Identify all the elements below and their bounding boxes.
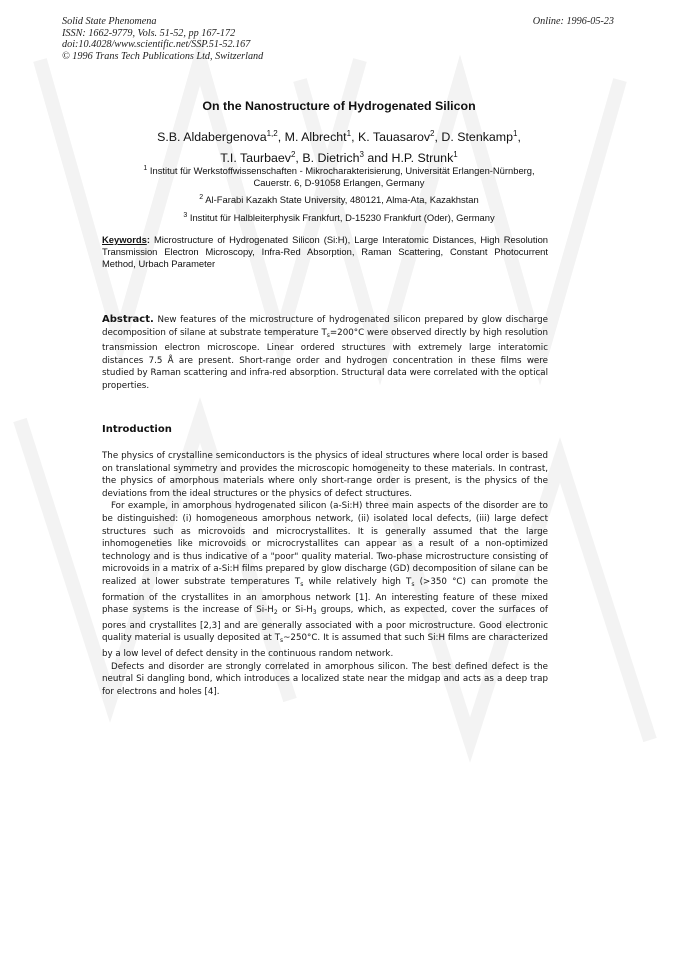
author-affiliation-mark: 1: [513, 129, 518, 138]
abstract-text: =200°C were observed directly by high resolution transmission electron microscope. Linear ordered structures with extremely large interatomic distances 7.5 Å are present. Short-range order and hydrogen concentration in these films were studied by Raman scattering and infra-red absorption. Structural data were correlated with the optical properties.: [102, 327, 548, 391]
introduction-heading: Introduction: [102, 424, 172, 435]
affiliation-number: 2: [199, 194, 204, 201]
abstract-label: Abstract.: [102, 314, 154, 325]
author-list: S.B. Aldabergenova$^{1,2}$, M. Albrecht$^1$, K. Tauasarov$^2$, D. Stenkamp$^1$, T.I. Taurbaev$^2$, B. Dietrich$^3$ and H.P. Strunk$^1$: [157, 129, 521, 166]
affiliation-1: [0, 163, 678, 189]
paragraph: [102, 500, 548, 660]
affiliation-number: 3: [183, 212, 188, 219]
subscript: s: [300, 580, 304, 588]
author-affiliation-mark: 3: [359, 150, 364, 160]
keywords-block: Keywords: Microstructure of Hydrogenated Silicon (Si:H), Large Interatomic Distances, High Resolution Transmission Electron Microscopy, Infra-Red Absorption, Raman Scattering, Constant Photocurrent Method, Urbach Parameter: [102, 234, 548, 269]
author-name: B. Dietrich: [302, 151, 360, 166]
affiliation-3: [0, 210, 678, 224]
affiliation-address: Cauerstr. 6, D-91058 Erlangen, Germany: [253, 177, 425, 189]
affiliation-text: Al-Farabi Kazakh State University, 480121, Alma-Ata, Kazakhstan: [205, 194, 479, 206]
keywords-label: Keywords: [102, 234, 147, 245]
introduction-body: [102, 450, 548, 698]
author-conjunction: and: [367, 151, 389, 166]
paragraph-text: groups, which, as expected, cover the surfaces of pores and crystallites [2,3] and are generally associated with a poor microstructure. Good electronic quality material is usually deposited at T: [102, 605, 548, 644]
online-date: Online: 1996-05-23: [532, 16, 614, 27]
author-affiliation-mark: 1,2: [266, 129, 278, 138]
affiliation-number: 1: [143, 165, 148, 172]
author-affiliation-mark: 2: [290, 150, 296, 160]
author-name: T.I. Taurbaev: [220, 151, 291, 166]
subscript: 3: [312, 609, 317, 617]
copyright-line: © 1996 Trans Tech Publications Ltd, Switzerland: [62, 50, 264, 62]
subscript: s: [326, 331, 330, 339]
affiliation-2: [0, 192, 678, 206]
subscript: s: [411, 580, 415, 588]
journal-metadata: [62, 16, 263, 62]
doi-line: doi:10.4028/www.scientific.net/SSP.51-52.167: [62, 39, 251, 51]
paragraph-text: (>350 °C) can promote the formation of the crystallites in an amorphous network [1]. An interesting feature of these mixed phase systems is the increase of Si-H: [102, 576, 548, 616]
author-name: M. Albrecht: [284, 130, 347, 145]
author-affiliation-mark: 1: [453, 150, 458, 160]
abstract: [102, 314, 548, 393]
author-name: K. Tauasarov: [357, 130, 431, 145]
paragraph-text: ~250°C. It is assumed that such Si:H films are characterized by a low level of defect density in the continuous random network.: [102, 633, 549, 659]
keywords-text: Microstructure of Hydrogenated Silicon (Si:H), Large Interatomic Distances, High Resolution Transmission Electron Microscopy, Infra-Red Absorption, Raman Scattering, Constant Photocurrent Method, Urbach Parameter: [102, 234, 548, 269]
issn-line: ISSN: 1662-9779, Vols. 51-52, pp 167-172: [62, 27, 236, 39]
paragraph: The physics of crystalline semiconductors is the physics of ideal structures where local order is based on translational symmetry and provides the microscopic homogeneity to these materials. In contrast, the physics of amorphous materials where only short-range order is present, is the physics of the deviations from the ideal structures or the physics of defect structures.: [102, 451, 548, 499]
paragraph-text: while relatively high T: [303, 576, 412, 587]
subscript: s: [280, 637, 284, 645]
affiliation-text: Institut für Halbleiterphysik Frankfurt, D-15230 Frankfurt (Oder), Germany: [189, 212, 495, 224]
subscript: 2: [273, 609, 278, 617]
paper-title: On the Nanostructure of Hydrogenated Silicon: [202, 99, 476, 113]
journal-name: Solid State Phenomena: [62, 16, 157, 27]
author-affiliation-mark: 1: [346, 129, 352, 138]
author-name: D. Stenkamp: [441, 130, 514, 145]
affiliation-text: Institut für Werkstoffwissenschaften - Mikrocharakterisierung, Universität Erlangen-Nürnberg,: [149, 165, 535, 177]
author-name: H.P. Strunk: [391, 151, 454, 166]
author-affiliation-mark: 2: [430, 129, 435, 138]
paragraph-text: or Si-H: [277, 605, 313, 616]
author-name: S.B. Aldabergenova: [157, 130, 267, 145]
paragraph: Defects and disorder are strongly correlated in amorphous silicon. The best defined defect is the neutral Si dangling bond, which introduces a localized state near the midgap and acts as a deep trap for electrons and holes [4].: [102, 661, 548, 697]
abstract-text: New features of the microstructure of hydrogenated silicon prepared by glow discharge decomposition of silane at substrate temperature T: [102, 315, 548, 338]
paragraph-text: For example, in amorphous hydrogenated silicon (a-Si:H) three main aspects of the disorder are to be distinguished: (i) homogeneous amorphous network, (ii) isolated local defects, (iii) large defect structures such as microvoids and microcrystallites. It is generally assumed that the large inhomogeneties like microvoids or microcrystallites can appear as a result of a non-optimized technology and is thus indicative of a "poor" quality material. Two-phase microstructure consisting of microvoids in a matrix of a-Si:H films prepared by glow discharge (GD) decomposition of silane can be realized at lower substrate temperatures T: [102, 501, 548, 587]
